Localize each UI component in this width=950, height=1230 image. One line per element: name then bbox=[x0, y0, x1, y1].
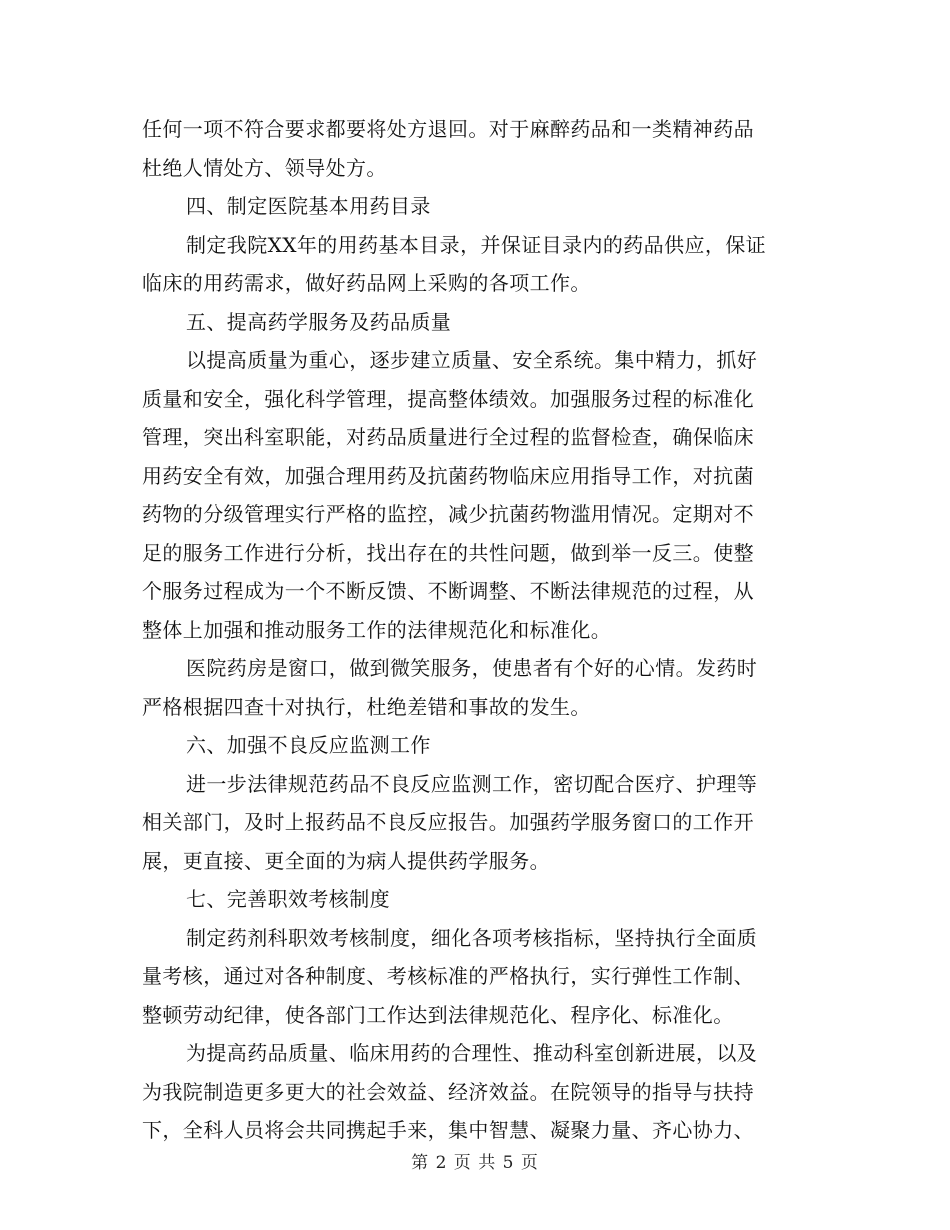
text-line: 为我院制造更多更大的社会效益、经济效益。在院领导的指导与扶持 bbox=[142, 1079, 754, 1104]
text-line: 整体上加强和推动服务工作的法律规范化和标准化。 bbox=[142, 617, 612, 642]
text-line: 临床的用药需求，做好药品网上采购的各项工作。 bbox=[142, 271, 591, 295]
text-line: 进一步法律规范药品不良反应监测工作，密切配合医疗、护理等 bbox=[186, 771, 758, 796]
text-line: 下，全科人员将会共同携起手来，集中智慧、凝聚力量、齐心协力、 bbox=[142, 1118, 754, 1142]
text-line: 药物的分级管理实行严格的监控，减少抗菌药物滥用情况。定期对不 bbox=[142, 502, 754, 526]
text-line: 展，更直接、更全面的为病人提供药学服务。 bbox=[142, 848, 550, 873]
text-line: 任何一项不符合要求都要将处方退回。对于麻醉药品和一类精神药品 bbox=[142, 117, 754, 141]
text-line: 严格根据四查十对执行，杜绝差错和事故的发生。 bbox=[142, 694, 591, 719]
text-line: 足的服务工作进行分析，找出存在的共性问题，做到举一反三。使整 bbox=[142, 540, 754, 565]
text-line: 杜绝人情处方、领导处方。 bbox=[142, 155, 387, 180]
text-line: 医院药房是窗口，做到微笑服务，使患者有个好的心情。发药时 bbox=[186, 656, 758, 680]
text-line: 用药安全有效，加强合理用药及抗菌药物临床应用指导工作，对抗菌 bbox=[142, 463, 754, 488]
document-body bbox=[142, 110, 812, 1150]
text-line: 管理，突出科室职能，对药品质量进行全过程的监督检查，确保临床 bbox=[142, 425, 754, 449]
text-line: 质量和安全，强化科学管理，提高整体绩效。加强服务过程的标准化 bbox=[142, 386, 754, 411]
text-line: 个服务过程成为一个不断反馈、不断调整、不断法律规范的过程，从 bbox=[142, 579, 754, 603]
text-line: 整顿劳动纪律，使各部门工作达到法律规范化、程序化、标准化。 bbox=[142, 1002, 734, 1027]
text-line: 制定我院XX年的用药基本目录，并保证目录内的药品供应，保证 bbox=[186, 232, 767, 257]
section-heading: 七、完善职效考核制度 bbox=[186, 887, 390, 911]
page-footer: 第 2 页 共 5 页 bbox=[411, 1153, 539, 1173]
section-heading: 六、加强不良反应监测工作 bbox=[186, 733, 431, 757]
text-line: 为提高药品质量、临床用药的合理性、推动科室创新进展，以及 bbox=[186, 1041, 758, 1065]
section-heading: 五、提高药学服务及药品质量 bbox=[186, 309, 452, 334]
text-line: 以提高质量为重心，逐步建立质量、安全系统。集中精力，抓好 bbox=[186, 348, 758, 372]
text-line: 量考核，通过对各种制度、考核标准的严格执行，实行弹性工作制、 bbox=[142, 964, 754, 988]
section-heading: 四、制定医院基本用药目录 bbox=[186, 194, 431, 218]
text-line: 相关部门，及时上报药品不良反应报告。加强药学服务窗口的工作开 bbox=[142, 810, 754, 834]
text-line: 制定药剂科职效考核制度，细化各项考核指标，坚持执行全面质 bbox=[186, 925, 758, 950]
